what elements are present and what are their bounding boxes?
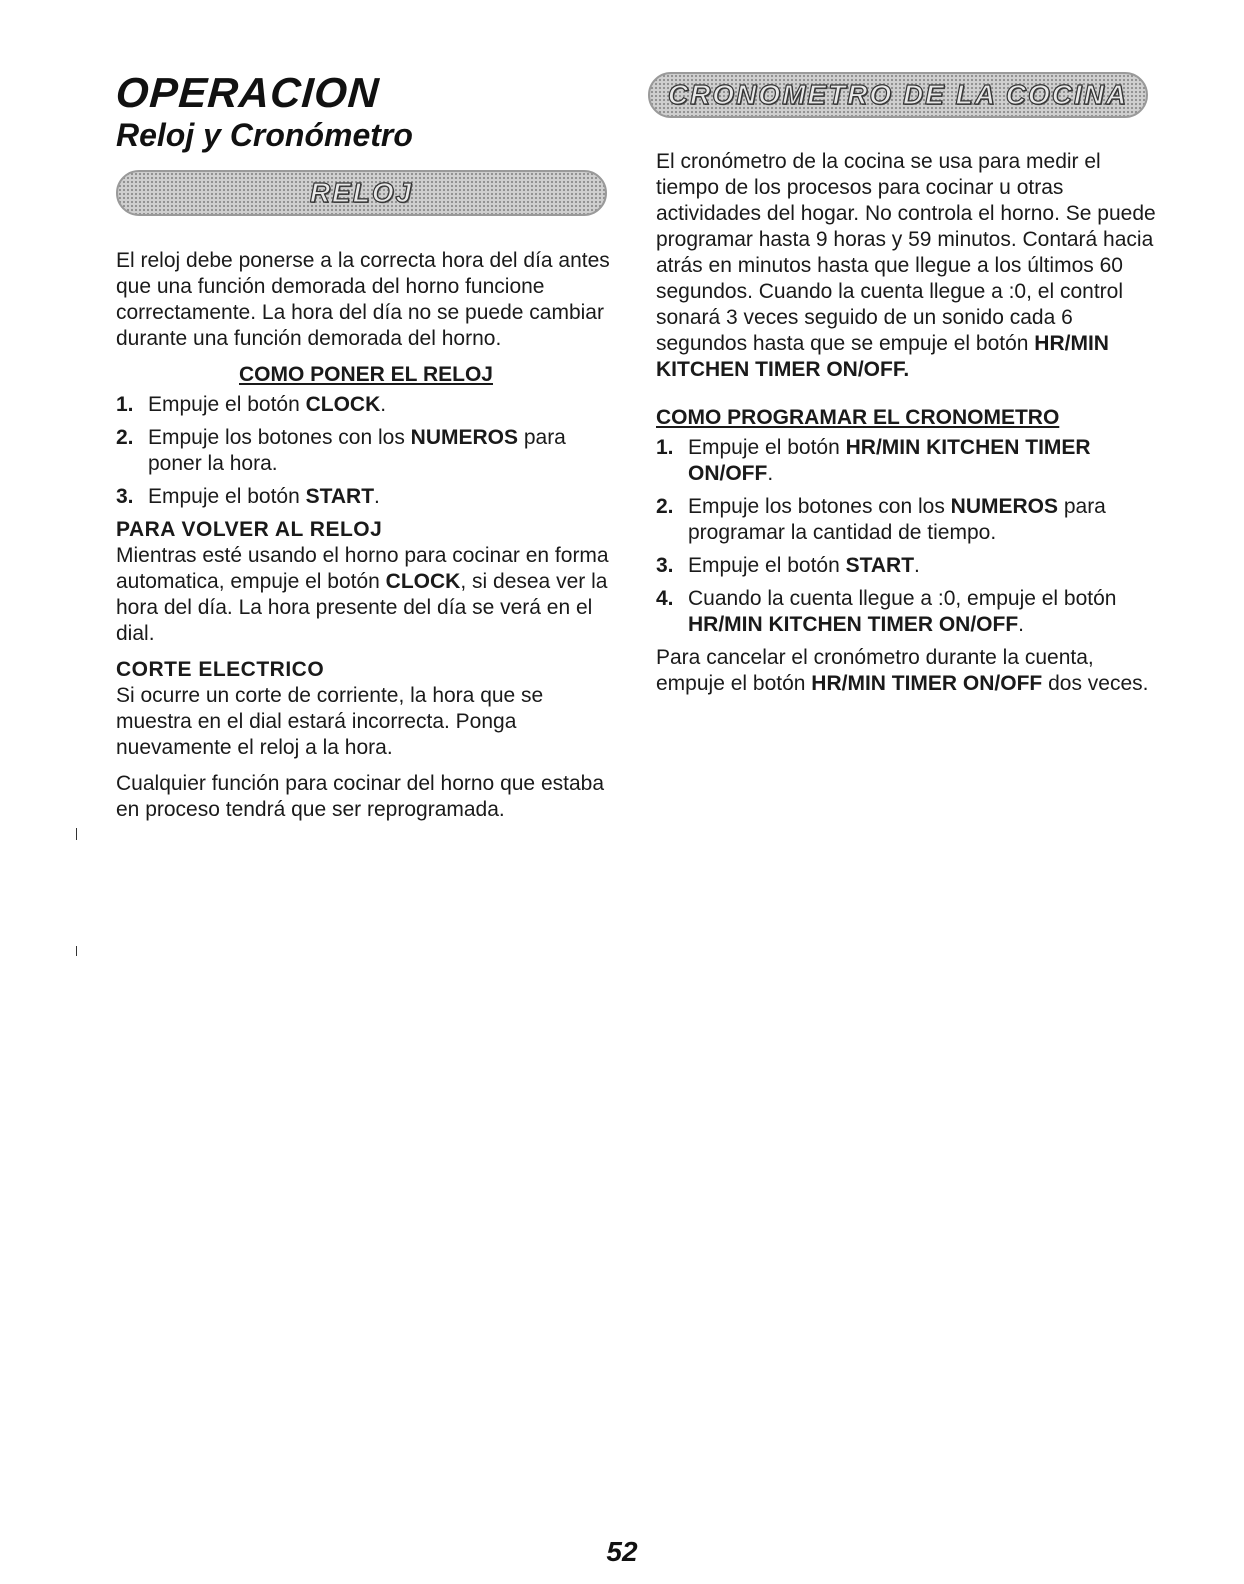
page-title: OPERACION xyxy=(114,69,382,116)
cronometro-intro-text: El cronómetro de la cocina se usa para medir el tiempo de los procesos para cocinar u otras actividades del hogar. No controla el horno. Se puede programar hasta 9 horas y 59 minutos. Contará hacia atrás en minutos hasta que llegue a los últimos 60 segundos. Cuando la cuenta llegue a :0, el control sonará 3 veces seguido de un sonido cada 6 segundos hasta que se empuje el botón xyxy=(656,150,1156,355)
step-text-end: . xyxy=(1018,613,1024,636)
step-text-end: . xyxy=(767,462,774,485)
right-column xyxy=(656,149,1156,697)
cronometro-intro-button: HR/MIN KITCHEN TIMER ON/OFF. xyxy=(656,332,1109,381)
step-text: Empuje el botón xyxy=(688,554,846,577)
step-number: 4. xyxy=(656,587,674,610)
step-text-end: para programar la cantidad de tiempo. xyxy=(688,495,1106,544)
step-text-end: . xyxy=(914,554,920,577)
page-number: 52 xyxy=(606,1536,638,1567)
reloj-banner-label: RELOJ xyxy=(309,177,414,208)
step-text: Cuando la cuenta llegue a :0, empuje el botón xyxy=(688,587,1117,610)
corte-electrico-text-2: Cualquier función para cocinar del horno que estaba en proceso tendrá que ser reprogramada. xyxy=(116,772,604,821)
cronometro-step xyxy=(656,435,1156,487)
reloj-step xyxy=(116,425,616,477)
cancelar-text-start: Para cancelar el cronómetro durante la cuenta, empuje el botón xyxy=(656,646,1094,695)
reloj-intro: El reloj debe ponerse a la correcta hora del día antes que una función demorada del horno funcione correctamente. La hora del día no se puede cambiar durante una función demorada del horno. xyxy=(116,249,610,350)
volver-reloj-heading: PARA VOLVER AL RELOJ xyxy=(116,518,383,541)
reloj-step xyxy=(116,392,616,418)
scan-mark xyxy=(76,828,77,840)
step-number: 1. xyxy=(116,393,134,416)
cronometro-step xyxy=(656,494,1156,546)
volver-reloj-text xyxy=(116,543,616,647)
left-column xyxy=(116,248,616,823)
step-text: Empuje los botones con los xyxy=(688,495,951,518)
step-text: Empuje los botones con los xyxy=(148,426,411,449)
step-button-name: NUMEROS xyxy=(950,495,1058,518)
cronometro-step xyxy=(656,553,1156,579)
step-text-end: . xyxy=(374,485,380,508)
step-number: 2. xyxy=(116,426,134,449)
step-text-end: . xyxy=(380,393,387,416)
cronometro-banner xyxy=(648,72,1148,118)
step-text: Empuje el botón xyxy=(688,436,846,459)
volver-text-end: , si desea ver la hora del día. La hora presente del día se verá en el dial. xyxy=(116,570,608,645)
step-number: 3. xyxy=(656,554,674,577)
volver-button-name: CLOCK xyxy=(385,570,461,593)
cancelar-button-name: HR/MIN TIMER ON/OFF xyxy=(811,672,1043,695)
step-number: 1. xyxy=(656,436,674,459)
volver-text: Mientras esté usando el horno para cocinar en forma automatica, empuje el botón xyxy=(116,544,609,593)
step-button-name: HR/MIN KITCHEN TIMER ON/OFF xyxy=(688,613,1019,636)
cronometro-intro xyxy=(656,149,1156,383)
step-button-name: HR/MIN KITCHEN TIMER ON/OFF xyxy=(688,436,1091,485)
corte-electrico-text: Si ocurre un corte de corriente, la hora que se muestra en el dial estará incorrecta. Ponga nuevamente el reloj a la hora. xyxy=(116,684,544,759)
cancelar-text-end: dos veces. xyxy=(1042,672,1149,695)
cancelar-text xyxy=(656,645,1156,697)
cronometro-banner-label: CRONOMETRO DE LA COCINA xyxy=(667,79,1129,110)
como-programar-heading: COMO PROGRAMAR EL CRONOMETRO xyxy=(656,406,1060,429)
reloj-banner xyxy=(116,170,607,216)
step-text: Empuje el botón xyxy=(148,485,306,508)
como-poner-reloj-heading: COMO PONER EL RELOJ xyxy=(239,363,493,386)
step-button-name: CLOCK xyxy=(305,393,381,416)
step-text-end: para poner la hora. xyxy=(148,426,566,475)
step-button-name: START xyxy=(845,554,915,577)
scan-mark xyxy=(76,946,77,956)
reloj-step xyxy=(116,484,616,510)
cronometro-step xyxy=(656,586,1156,638)
step-number: 3. xyxy=(116,485,134,508)
step-button-name: NUMEROS xyxy=(410,426,518,449)
page-subtitle: Reloj y Cronómetro xyxy=(116,117,413,153)
cronometro-steps xyxy=(656,435,1156,638)
corte-electrico-heading: CORTE ELECTRICO xyxy=(116,658,325,681)
step-text: Empuje el botón xyxy=(148,393,306,416)
step-number: 2. xyxy=(656,495,674,518)
reloj-steps xyxy=(116,392,616,510)
step-button-name: START xyxy=(305,485,375,508)
